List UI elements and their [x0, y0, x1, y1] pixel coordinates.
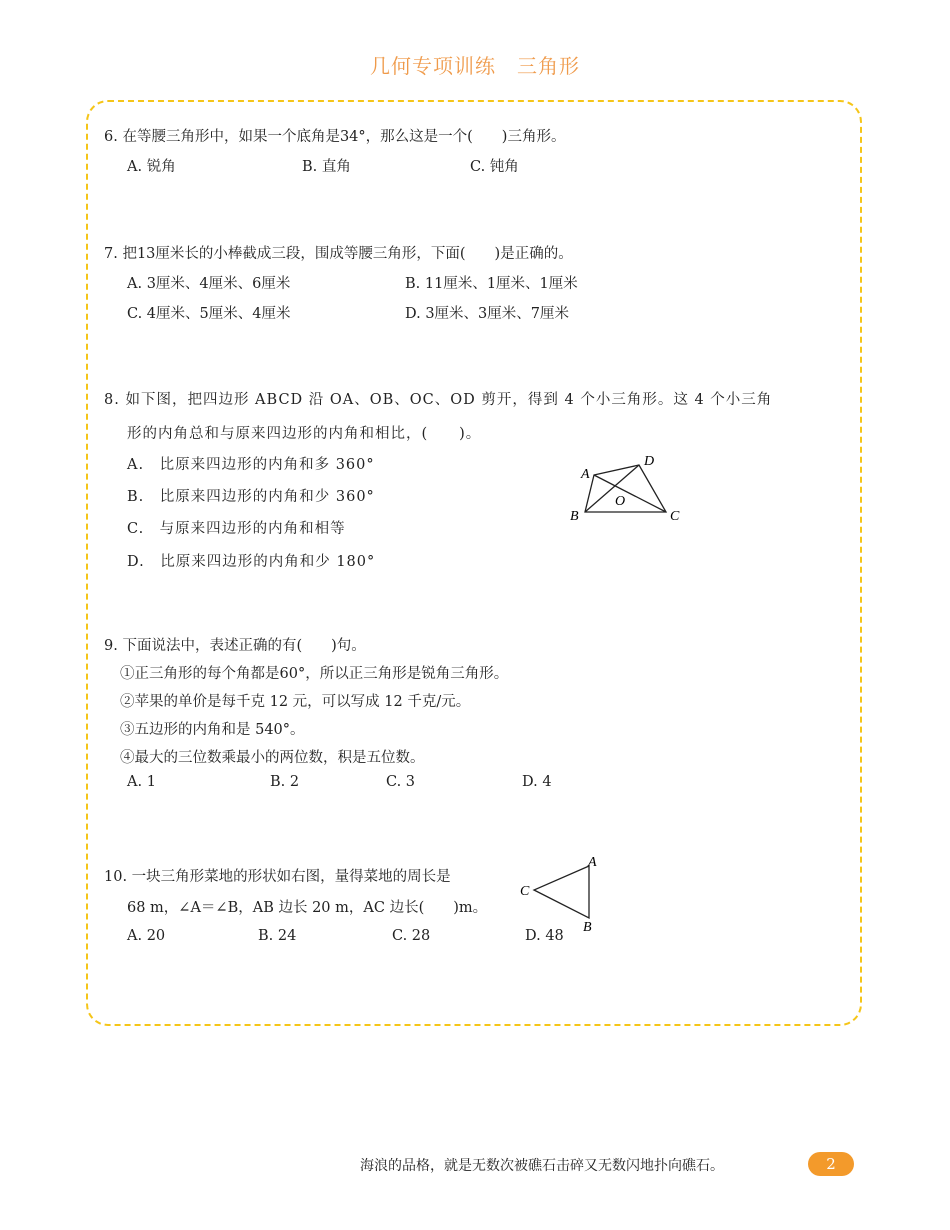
q7-option-c: C. 4厘米、5厘米、4厘米	[127, 306, 291, 322]
q9-option-d: D. 4	[522, 774, 552, 790]
q9-option-c: C. 3	[386, 774, 416, 790]
label-b: B	[583, 920, 592, 935]
label-c: C	[520, 884, 530, 899]
q10-option-c: C. 28	[392, 928, 431, 944]
q9-statement-2: ②苹果的单价是每千克 12 元，可以写成 12 千克/元。	[120, 694, 471, 710]
label-b: B	[570, 509, 579, 524]
q10-option-d: D. 48	[525, 928, 564, 944]
q6-option-c: C. 钝角	[470, 159, 519, 175]
q8-option-a: A. 比原来四边形的内角和多 360°	[127, 457, 375, 473]
q9-option-a: A. 1	[127, 774, 156, 790]
label-a: A	[581, 467, 590, 482]
q9-statement-1: ①正三角形的每个角都是60°，所以正三角形是锐角三角形。	[120, 666, 509, 682]
page-number-badge: 2	[808, 1152, 854, 1176]
label-o: O	[615, 494, 626, 509]
q8-option-d: D. 比原来四边形的内角和少 180°	[127, 554, 376, 570]
q9-option-b: B. 2	[270, 774, 300, 790]
q8-option-b: B. 比原来四边形的内角和少 360°	[127, 489, 375, 505]
q10-option-b: B. 24	[258, 928, 297, 944]
triangle-figure	[515, 850, 615, 935]
q7-stem: 7. 把13厘米长的小棒截成三段，围成等腰三角形，下面( )是正确的。	[104, 246, 573, 262]
q6-stem: 6. 在等腰三角形中，如果一个底角是34°，那么这是一个( )三角形。	[104, 129, 566, 145]
q6-option-b: B. 直角	[302, 159, 351, 175]
q8-stem-line1: 8. 如下图，把四边形 ABCD 沿 OA、OB、OC、OD 剪开，得到 4 个小三角形。这 4 个小三角	[104, 392, 773, 408]
page-title: 几何专项训练 三角形	[370, 54, 580, 78]
q7-option-d: D. 3厘米、3厘米、7厘米	[405, 306, 570, 322]
label-d: D	[644, 454, 655, 469]
quadrilateral-figure	[560, 448, 700, 528]
q7-option-b: B. 11厘米、1厘米、1厘米	[405, 276, 578, 292]
q9-statement-4: ④最大的三位数乘最小的两位数，积是五位数。	[120, 750, 425, 766]
q9-statement-3: ③五边形的内角和是 540°。	[120, 722, 305, 738]
q10-stem-line1: 10. 一块三角形菜地的形状如右图，量得菜地的周长是	[104, 869, 451, 885]
q10-stem-line2: 68 m，∠A＝∠B，AB 边长 20 m，AC 边长( )m。	[127, 900, 488, 916]
footer-quote: 海浪的品格，就是无数次被礁石击碎又无数闪地扑向礁石。	[360, 1158, 724, 1174]
q8-stem-line2: 形的内角总和与原来四边形的内角和相比，( )。	[127, 426, 482, 442]
q10-option-a: A. 20	[127, 928, 166, 944]
label-c: C	[670, 509, 680, 524]
label-a: A	[588, 855, 597, 870]
q7-option-a: A. 3厘米、4厘米、6厘米	[127, 276, 291, 292]
q6-option-a: A. 锐角	[127, 159, 176, 175]
q8-option-c: C. 与原来四边形的内角和相等	[127, 521, 346, 537]
q9-stem: 9. 下面说法中，表述正确的有( )句。	[104, 638, 366, 654]
